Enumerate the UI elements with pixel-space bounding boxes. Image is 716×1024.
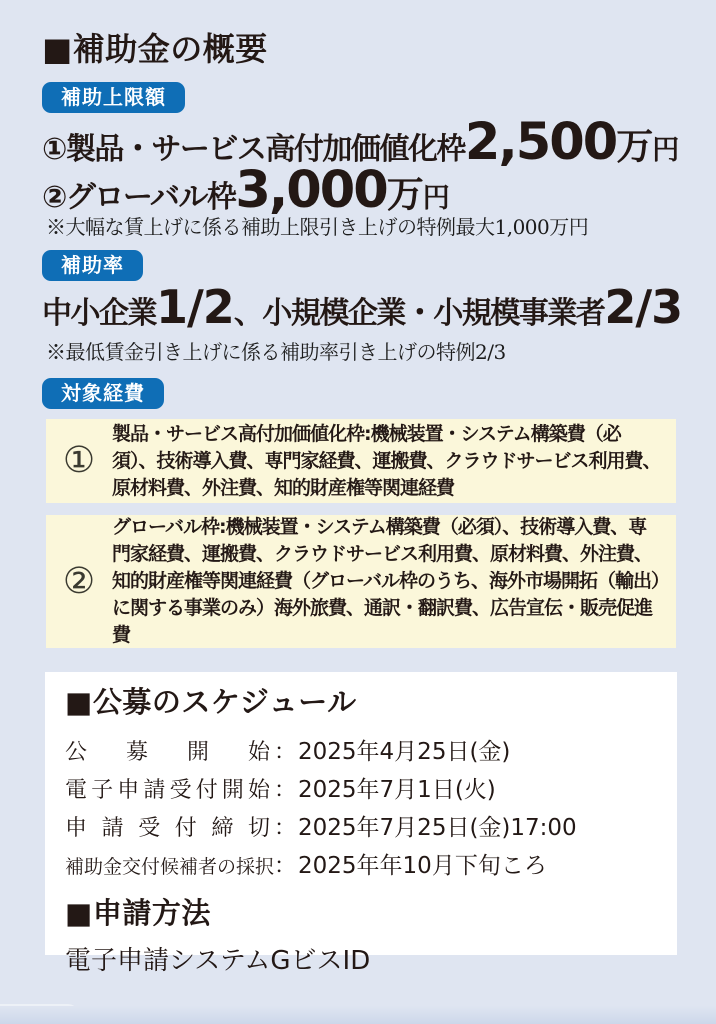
- schedule-title: ■公募のスケジュール: [65, 685, 357, 719]
- circled-number-1: ①: [62, 440, 96, 481]
- amount-line-global: [42, 161, 450, 220]
- schedule-rows: [65, 733, 677, 885]
- expense-box-product-service: [46, 419, 676, 503]
- note-max-exception: ※大幅な賃上げに係る補助上限引き上げの特例最大1,000万円: [46, 215, 589, 239]
- schedule-row-selection: [65, 847, 677, 885]
- amount-unit-yen: 円: [422, 183, 450, 214]
- schedule-row-open: [65, 733, 677, 771]
- amount-unit-man: 万: [386, 173, 423, 216]
- rate-fraction-two-thirds: 2/3: [604, 280, 683, 334]
- schedule-label: 申請受付締切: [65, 816, 270, 841]
- schedule-value: 2025年年10月下旬ころ: [298, 853, 547, 879]
- rate-text-sme: 中小企業: [42, 296, 156, 331]
- schedule-value: 2025年7月25日(金)17:00: [298, 815, 577, 841]
- note-rate-exception: ※最低賃金引き上げに係る補助率引き上げの特例2/3: [46, 340, 506, 364]
- expense-text: グローバル枠:機械装置・システム構築費（必須）、技術導入費、専門家経費、運搬費、クラウドサービス利用費、原材料費、外注費、知的財産権等関連経費（グローバル枠のうち、海外市場開拓（輸出）に関する事業のみ）海外旅費、通訳・翻訳費、広告宣伝・販売促進費: [112, 516, 660, 646]
- expense-box-global: [46, 515, 676, 648]
- schedule-box: [45, 672, 677, 976]
- expense-text: 製品・サービス高付加価値化枠:機械装置・システム構築費（必須）、技術導入費、専門家経費、運搬費、クラウドサービス利用費、原材料費、外注費、知的財産権等関連経費: [112, 422, 661, 499]
- schedule-colon: ：: [274, 778, 297, 803]
- schedule-label: 公募開始: [65, 740, 270, 765]
- schedule-row-e-apply-start: [65, 771, 677, 809]
- amount-prefix: ①製品・サービス高付加価値化枠: [42, 132, 465, 167]
- rate-fraction-half: 1/2: [156, 280, 234, 334]
- schedule-value: 2025年4月25日(金): [298, 739, 511, 765]
- schedule-value: 2025年7月1日(火): [298, 777, 496, 803]
- schedule-colon: ：: [274, 854, 297, 879]
- application-method-text: 電子申請システムGビスID: [65, 946, 371, 976]
- bottom-band-decoration: [0, 1006, 716, 1024]
- schedule-row-deadline: [65, 809, 677, 847]
- rate-line: [42, 280, 683, 334]
- schedule-label: 補助金交付候補者の採択: [65, 856, 275, 878]
- amount-prefix: ②グローバル枠: [42, 180, 236, 215]
- amount-value: 3,000: [235, 161, 387, 220]
- overview-title: ■補助金の概要: [42, 30, 268, 68]
- amount-unit-man: 万: [616, 125, 653, 168]
- schedule-colon: ：: [274, 816, 297, 841]
- schedule-label: 電子申請受付開始: [65, 778, 270, 803]
- rate-text-small-business: 、小規模企業・小規模事業者: [233, 296, 605, 331]
- max-amount-badge: 補助上限額: [42, 82, 185, 113]
- application-title: ■申請方法: [65, 896, 211, 930]
- circled-number-2: ②: [62, 560, 96, 602]
- amount-unit-yen: 円: [652, 135, 680, 166]
- expenses-badge: 対象経費: [42, 378, 164, 409]
- schedule-colon: ：: [274, 740, 297, 765]
- amount-value: 2,500: [464, 113, 617, 172]
- rate-badge: 補助率: [42, 250, 143, 281]
